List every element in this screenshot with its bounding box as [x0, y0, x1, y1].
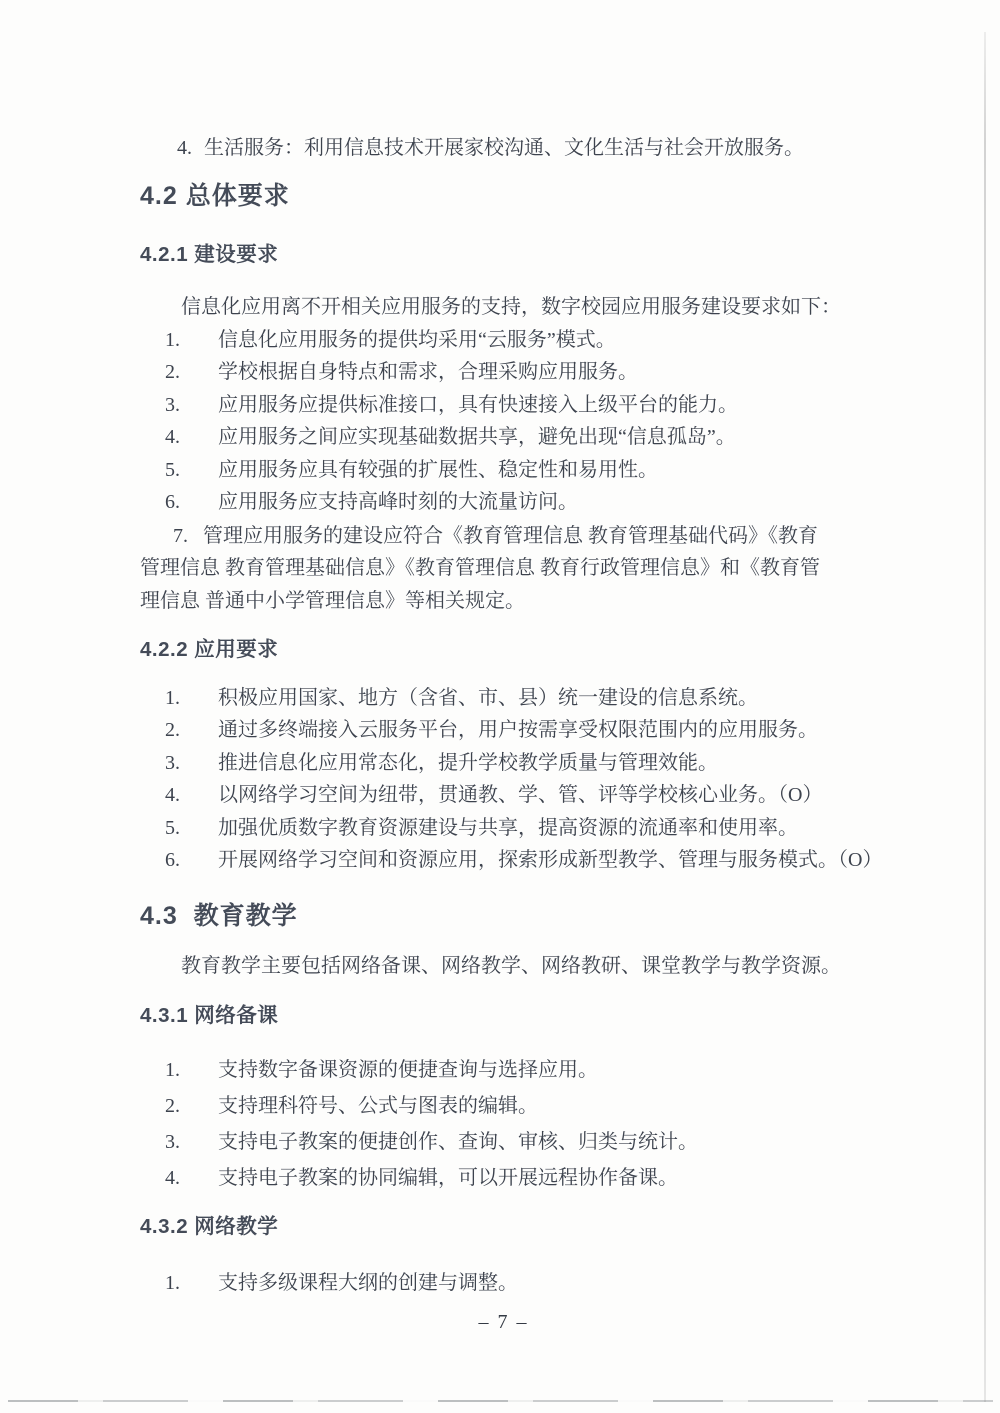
- lead-paragraph: 教育教学主要包括网络备课、网络教学、网络教研、课堂教学与教学资源。: [181, 954, 841, 977]
- item-text: 以网络学习空间为纽带，贯通教、学、管、评等学校核心业务。（O）: [218, 784, 823, 806]
- list-item: [140, 779, 867, 812]
- text-line: [140, 520, 867, 553]
- item-number: 1.: [165, 328, 180, 351]
- list-item: [140, 714, 867, 747]
- numbered-list: [140, 682, 883, 877]
- item-number: 1.: [165, 1058, 180, 1081]
- item-number: 2.: [165, 361, 180, 383]
- numbered-list: [140, 324, 867, 519]
- item-text: 应用服务应具有较强的扩展性、稳定性和易用性。: [218, 458, 658, 481]
- list-item: [140, 324, 867, 357]
- list-item: [140, 421, 867, 454]
- lead-paragraph: 信息化应用离不开相关应用服务的支持，数字校园应用服务建设要求如下：: [181, 295, 841, 318]
- item-text: 支持多级课程大纲的创建与调整。: [218, 1271, 518, 1294]
- item-number: 1.: [165, 686, 180, 709]
- list-item: [140, 389, 867, 422]
- section-heading-4-2-1: 4.2.1 建设要求: [140, 242, 279, 266]
- list-item: [140, 812, 867, 845]
- list-item: [140, 1160, 867, 1196]
- list-item: [140, 454, 867, 487]
- list-item: [140, 1124, 867, 1160]
- item-text: 应用服务应支持高峰时刻的大流量访问。: [218, 491, 578, 513]
- item-number: 2.: [165, 719, 180, 741]
- item-number: 6.: [165, 491, 180, 513]
- item-text: 应用服务之间应实现基础数据共享，避免出现“信息孤岛”。: [218, 426, 736, 448]
- item-text: 支持电子教案的便捷创作、查询、审核、归类与统计。: [218, 1130, 698, 1153]
- list-item: [140, 356, 867, 389]
- item-text: 开展网络学习空间和资源应用，探索形成新型教学、管理与服务模式。（O）: [218, 849, 883, 871]
- item-number: 4.: [165, 1166, 180, 1189]
- item-number: 1.: [165, 1271, 180, 1294]
- list-item-wrapped: [140, 520, 867, 618]
- item-number: 3.: [165, 1130, 180, 1153]
- item-number: 3.: [165, 751, 180, 774]
- list-item: [140, 747, 867, 780]
- item-text: 管理应用服务的建设应符合《教育管理信息 教育管理基础代码》《教育: [203, 524, 818, 547]
- numbered-list: [140, 1052, 867, 1196]
- section-heading-4-3: 4.3 教育教学: [140, 901, 298, 930]
- list-item: [140, 1088, 867, 1124]
- item-text: 通过多终端接入云服务平台，用户按需享受权限范围内的应用服务。: [218, 719, 818, 741]
- item-text: 生活服务：利用信息技术开展家校沟通、文化生活与社会开放服务。: [204, 137, 804, 159]
- item-text: 支持理科符号、公式与图表的编辑。: [218, 1094, 538, 1117]
- item-number: 5.: [165, 816, 180, 839]
- scan-artifact-vertical-line: [984, 32, 986, 1402]
- page-number: – 7 –: [478, 1310, 529, 1333]
- item-text: 学校根据自身特点和需求，合理采购应用服务。: [218, 361, 638, 383]
- scan-artifact-bottom-line: [8, 1400, 993, 1402]
- item-number: 2.: [165, 1094, 180, 1117]
- item-number: 4.: [165, 784, 180, 806]
- text-line: 管理信息 教育管理基础信息》《教育管理信息 教育行政管理信息》和《教育管: [140, 557, 820, 579]
- item-text: 推进信息化应用常态化，提升学校教学质量与管理效能。: [218, 751, 718, 774]
- text-line: 理信息 普通中小学管理信息》等相关规定。: [140, 589, 525, 612]
- list-item: [140, 486, 867, 519]
- item-number: 4.: [177, 137, 192, 159]
- document-content: [140, 0, 883, 1335]
- list-item: [140, 1265, 867, 1301]
- item-number: 3.: [165, 393, 180, 416]
- item-text: 支持数字备课资源的便捷查询与选择应用。: [218, 1058, 598, 1081]
- list-item: [140, 1052, 867, 1088]
- section-heading-4-2-2: 4.2.2 应用要求: [140, 637, 279, 661]
- section-heading-4-3-2: 4.3.2 网络教学: [140, 1214, 279, 1238]
- list-item: [140, 844, 883, 877]
- item-text: 信息化应用服务的提供均采用“云服务”模式。: [218, 328, 616, 351]
- list-item: [140, 682, 867, 715]
- item-number: 7.: [173, 524, 188, 547]
- section-heading-4-2: 4.2 总体要求: [140, 181, 290, 210]
- item-number: 5.: [165, 458, 180, 481]
- item-number: 4.: [165, 426, 180, 448]
- item-text: 应用服务应提供标准接口，具有快速接入上级平台的能力。: [218, 393, 738, 416]
- numbered-list: [140, 1265, 867, 1301]
- item-text: 加强优质数字教育资源建设与共享，提高资源的流通率和使用率。: [218, 816, 798, 839]
- item-text: 积极应用国家、地方（含省、市、县）统一建设的信息系统。: [218, 686, 758, 709]
- section-heading-4-3-1: 4.3.1 网络备课: [140, 1003, 279, 1027]
- item-number: 6.: [165, 849, 180, 871]
- list-item: [140, 132, 867, 165]
- item-text: 支持电子教案的协同编辑，可以开展远程协作备课。: [218, 1166, 678, 1189]
